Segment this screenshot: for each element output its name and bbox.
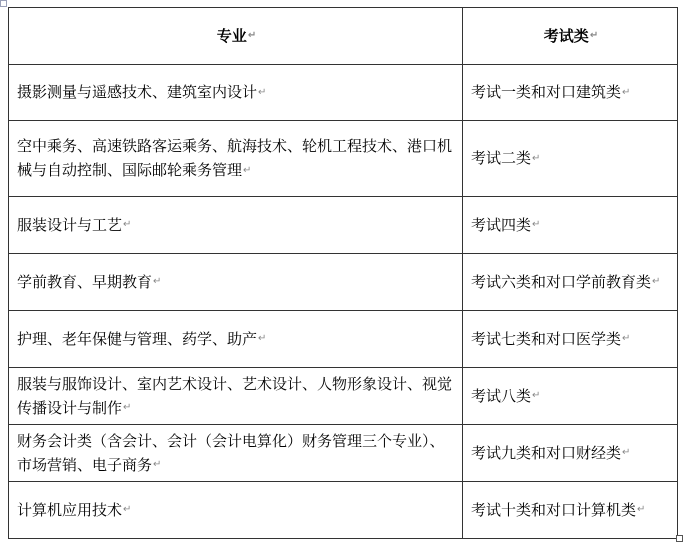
major-cell (9, 254, 463, 311)
major-text: 服装设计与工艺 (17, 215, 123, 234)
paragraph-mark-icon: ↵ (258, 86, 267, 98)
header-exam-label: 考试类 (543, 26, 589, 45)
exam-category-cell (463, 482, 678, 539)
major-cell (9, 425, 463, 482)
paragraph-mark-icon: ↵ (622, 447, 631, 459)
exam-category-cell (463, 425, 678, 482)
table-row (9, 425, 678, 482)
major-cell (9, 311, 463, 368)
major-cell (9, 121, 463, 197)
paragraph-mark-icon: ↵ (123, 402, 132, 414)
table-row (9, 368, 678, 425)
exam-category-text: 考试十类和对口计算机类 (471, 500, 637, 519)
major-text: 空中乘务、高速铁路客运乘务、航海技术、轮机工程技术、港口机械与自动控制、国际邮轮乘务管理 (17, 137, 453, 180)
paragraph-mark-icon: ↵ (589, 30, 599, 42)
paragraph-mark-icon: ↵ (243, 164, 252, 176)
paragraph-mark-icon: ↵ (153, 459, 162, 471)
exam-category-cell (463, 121, 678, 197)
paragraph-mark-icon: ↵ (532, 152, 541, 164)
exam-category-text: 考试二类 (471, 149, 532, 168)
table-resize-handle-icon[interactable] (676, 535, 683, 542)
exam-category-text: 考试七类和对口医学类 (471, 329, 622, 348)
table-row (9, 197, 678, 254)
paragraph-mark-icon: ↵ (622, 86, 631, 98)
paragraph-mark-icon: ↵ (652, 276, 661, 288)
paragraph-mark-icon: ↵ (532, 219, 541, 231)
table-row (9, 65, 678, 121)
major-text: 服装与服饰设计、室内艺术设计、艺术设计、人物形象设计、视觉传播设计与制作 (17, 374, 453, 417)
table-row (9, 254, 678, 311)
exam-category-text: 考试九类和对口财经类 (471, 443, 622, 462)
paragraph-mark-icon: ↵ (637, 504, 646, 516)
paragraph-mark-icon: ↵ (123, 504, 132, 516)
exam-category-text: 考试八类 (471, 386, 532, 405)
major-cell (9, 482, 463, 539)
paragraph-mark-icon: ↵ (153, 276, 162, 288)
header-major-label: 专业 (216, 26, 247, 45)
exam-category-cell (463, 368, 678, 425)
major-text: 学前教育、早期教育 (17, 272, 153, 291)
major-cell (9, 65, 463, 121)
paragraph-mark-icon: ↵ (247, 30, 257, 42)
major-cell (9, 197, 463, 254)
header-exam-category (463, 8, 678, 65)
exam-category-cell (463, 65, 678, 121)
exam-category-cell (463, 311, 678, 368)
paragraph-mark-icon: ↵ (258, 333, 267, 345)
table-move-handle-icon[interactable] (0, 0, 7, 7)
exam-category-cell (463, 197, 678, 254)
table-row (9, 311, 678, 368)
table-row (9, 121, 678, 197)
table-row (9, 482, 678, 539)
major-text: 摄影测量与遥感技术、建筑室内设计 (17, 83, 258, 102)
paragraph-mark-icon: ↵ (532, 390, 541, 402)
major-text: 计算机应用技术 (17, 500, 123, 519)
major-cell (9, 368, 463, 425)
exam-category-cell (463, 254, 678, 311)
header-major (9, 8, 463, 65)
paragraph-mark-icon: ↵ (123, 219, 132, 231)
table-header-row (9, 8, 678, 65)
exam-category-text: 考试四类 (471, 215, 532, 234)
major-text: 财务会计类（含会计、会计（会计电算化）财务管理三个专业）、市场营销、电子商务 (17, 431, 445, 474)
exam-category-text: 考试一类和对口建筑类 (471, 83, 622, 102)
major-text: 护理、老年保健与管理、药学、助产 (17, 329, 258, 348)
exam-category-text: 考试六类和对口学前教育类 (471, 272, 652, 291)
paragraph-mark-icon: ↵ (622, 333, 631, 345)
major-exam-table (8, 7, 678, 539)
